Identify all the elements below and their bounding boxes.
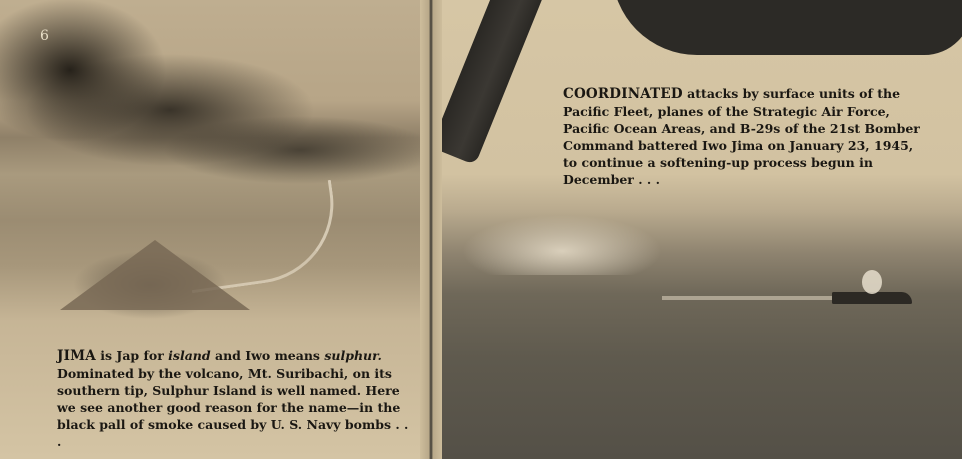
right-photo-caption bbox=[563, 85, 923, 188]
left-caption-lead: JIMA bbox=[57, 348, 96, 364]
left-caption-italic-sulphur: sulphur. bbox=[324, 348, 382, 363]
smoke-cloud bbox=[462, 215, 662, 275]
photo-iwo-jima-aerial bbox=[0, 0, 420, 459]
page-number: 6 bbox=[40, 28, 49, 44]
aircraft-wing bbox=[612, 0, 962, 55]
page-gutter bbox=[420, 0, 442, 459]
left-caption-italic-island: island bbox=[168, 348, 211, 363]
mt-suribachi bbox=[60, 240, 250, 310]
photo-naval-bombardment bbox=[442, 0, 962, 459]
left-caption-text-3: Dominated by the volcano, Mt. Suribachi, on its southern tip, Sulphur Island is well named. Here we see another good reason for the name—in the black pall of smoke caused by U. S. Navy bombs . . . bbox=[57, 366, 409, 449]
left-caption-text-2: and Iwo means bbox=[210, 348, 325, 363]
propeller-blade bbox=[442, 0, 546, 165]
right-caption-text: attacks by surface units of the Pacific Fleet, planes of the Strategic Air Force, Pacific Ocean Areas, and B-29s of the 21st Bomber Command battered Iwo Jima on January 23, 1945, to continue a softening-up process begun in December . . . bbox=[563, 86, 920, 187]
ship-wake bbox=[662, 296, 842, 300]
left-caption-text-1: is Jap for bbox=[95, 348, 169, 363]
left-photo-caption bbox=[57, 347, 417, 450]
right-caption-lead: COORDINATED bbox=[563, 86, 683, 102]
ship-smoke-plume bbox=[862, 270, 882, 294]
